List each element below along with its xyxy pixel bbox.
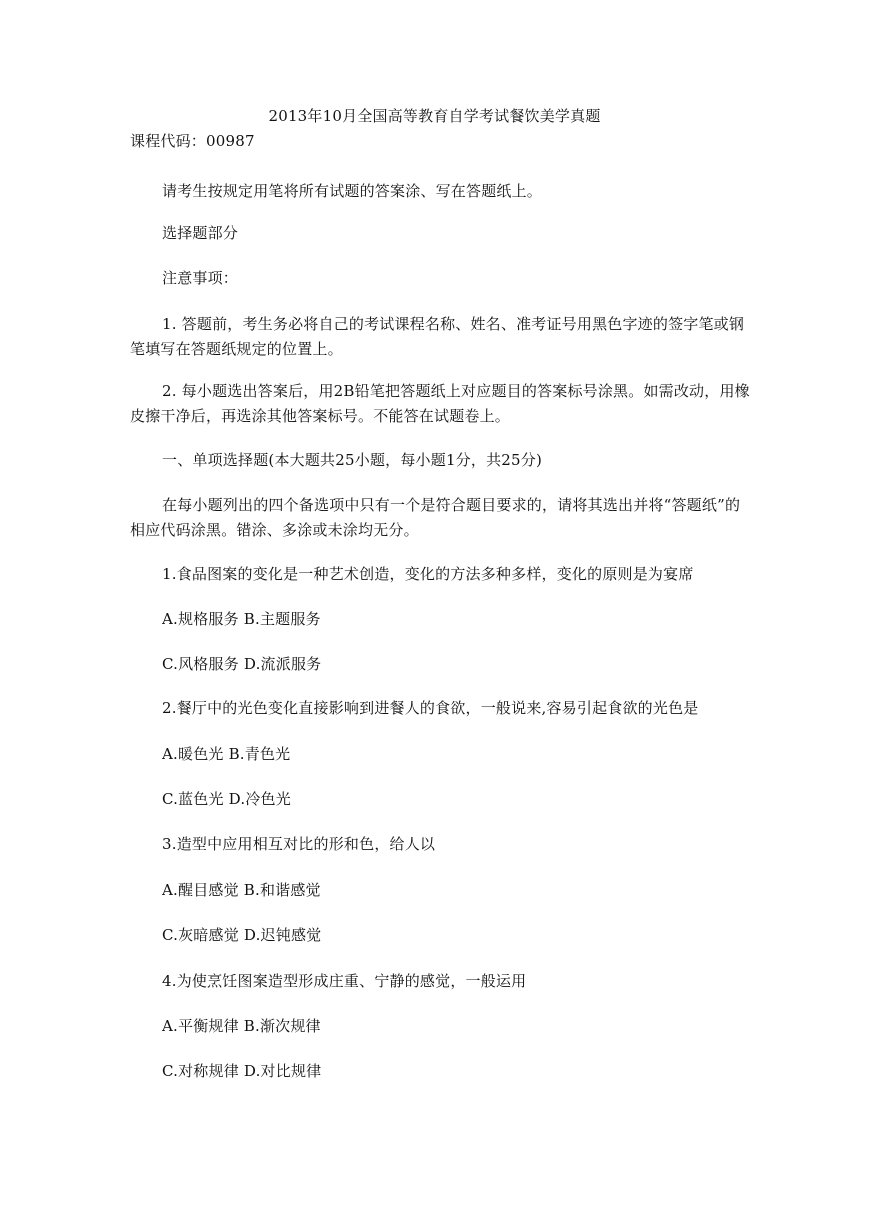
question-options: A.暖色光 B.青色光 <box>162 745 291 763</box>
page-title: 2013年10月全国高等教育自学考试餐饮美学真题 <box>268 107 601 125</box>
question-options: A.规格服务 B.主题服务 <box>162 610 321 628</box>
question-options: A.醒目感觉 B.和谐感觉 <box>162 881 321 899</box>
question-stem: 2.餐厅中的光色变化直接影响到进餐人的食欲，一般说来,容易引起食欲的光色是 <box>162 699 699 717</box>
instruction-text: 请考生按规定用笔将所有试题的答案涂、写在答题纸上。 <box>162 182 543 200</box>
question-stem: 4.为使烹饪图案造型形成庄重、宁静的感觉，一般运用 <box>162 972 527 990</box>
question-stem: 1.食品图案的变化是一种艺术创造，变化的方法多种多样，变化的原则是为宴席 <box>162 565 694 583</box>
question-options: C.蓝色光 D.冷色光 <box>162 790 291 808</box>
question-stem: 3.造型中应用相互对比的形和色，给人以 <box>162 835 436 853</box>
course-code: 课程代码：00987 <box>130 132 255 150</box>
question-options: C.风格服务 D.流派服务 <box>162 655 322 673</box>
section-directions: 在每小题列出的四个备选项中只有一个是符合题目要求的，请将其选出并将“答题纸”的相应代码涂黑。错涂、多涂或未涂均无分。 <box>130 496 741 539</box>
notice-heading: 注意事项： <box>162 269 239 287</box>
section-part-label: 选择题部分 <box>162 224 239 242</box>
notice-item-1: 1. 答题前，考生务必将自己的考试课程名称、姓名、准考证号用黑色字迹的签字笔或钢笔填写在答题纸规定的位置上。 <box>130 315 745 358</box>
section-heading: 一、单项选择题(本大题共25小题，每小题1分，共25分) <box>162 451 543 469</box>
question-options: A.平衡规律 B.渐次规律 <box>162 1017 321 1035</box>
question-options: C.对称规律 D.对比规律 <box>162 1062 322 1080</box>
notice-item-2: 2. 每小题选出答案后，用2B铅笔把答题纸上对应题目的答案标号涂黑。如需改动，用橡皮擦干净后，再选涂其他答案标号。不能答在试题卷上。 <box>130 382 750 425</box>
question-options: C.灰暗感觉 D.迟钝感觉 <box>162 926 322 944</box>
